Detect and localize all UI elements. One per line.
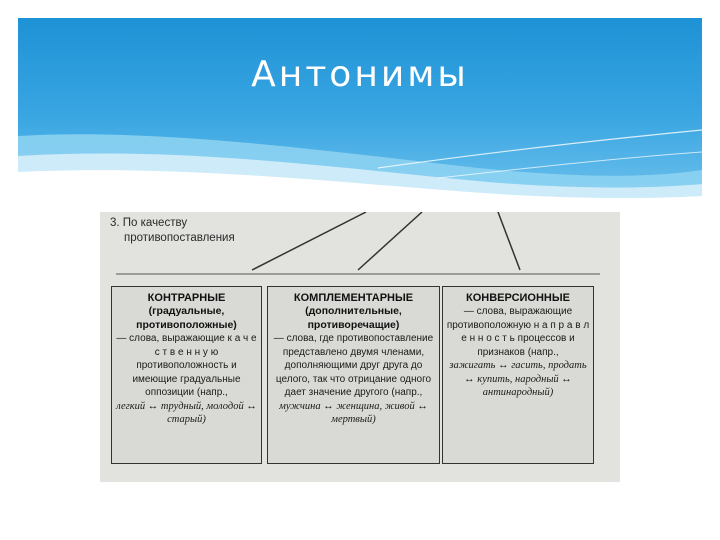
column-examples: мужчина ↔ женщина, живой ↔ мертвый): [279, 400, 428, 425]
slide-title: Антонимы: [251, 54, 469, 95]
column-description: — слова, выражающие к а ч е с т в е н н у ю противоположность и имеющие градуальные оппозиции (напр.,: [116, 333, 257, 398]
column-examples: легкий ↔ трудный, молодой ↔ старый): [116, 400, 257, 425]
conversive-antonyms-box: [442, 286, 594, 464]
column-title: КОНТРАРНЫЕ: [147, 292, 226, 304]
column-subtitle: (дополнительные, противоречащие): [305, 305, 402, 331]
classification-heading: [110, 216, 235, 246]
column-title: КОМПЛЕМЕНТАРНЫЕ: [293, 292, 414, 304]
column-examples: зажигать ↔ гасить, продать ↔ купить, народный ↔ антинародный): [449, 360, 587, 398]
scanned-classification-image: [100, 212, 620, 482]
column-title: КОНВЕРСИОННЫЕ: [466, 292, 570, 304]
heading-line-1: 3. По качеству: [110, 217, 188, 229]
column-description: — слова, где противопоставление представлено двумя членами, дополняющими друг друга до целого, так что отрицание одного дает значение другого (напр.,: [273, 333, 434, 398]
title-banner: [18, 18, 702, 200]
heading-line-2: противопоставления: [124, 232, 235, 244]
column-subtitle: (градуальные, противоположные): [136, 305, 237, 331]
contrary-antonyms-box: [111, 286, 262, 464]
column-description: — слова, выражающие противоположную н а п р а в л е н н о с т ь процессов и признаков (напр.,: [446, 306, 590, 358]
complementary-antonyms-box: [267, 286, 440, 464]
